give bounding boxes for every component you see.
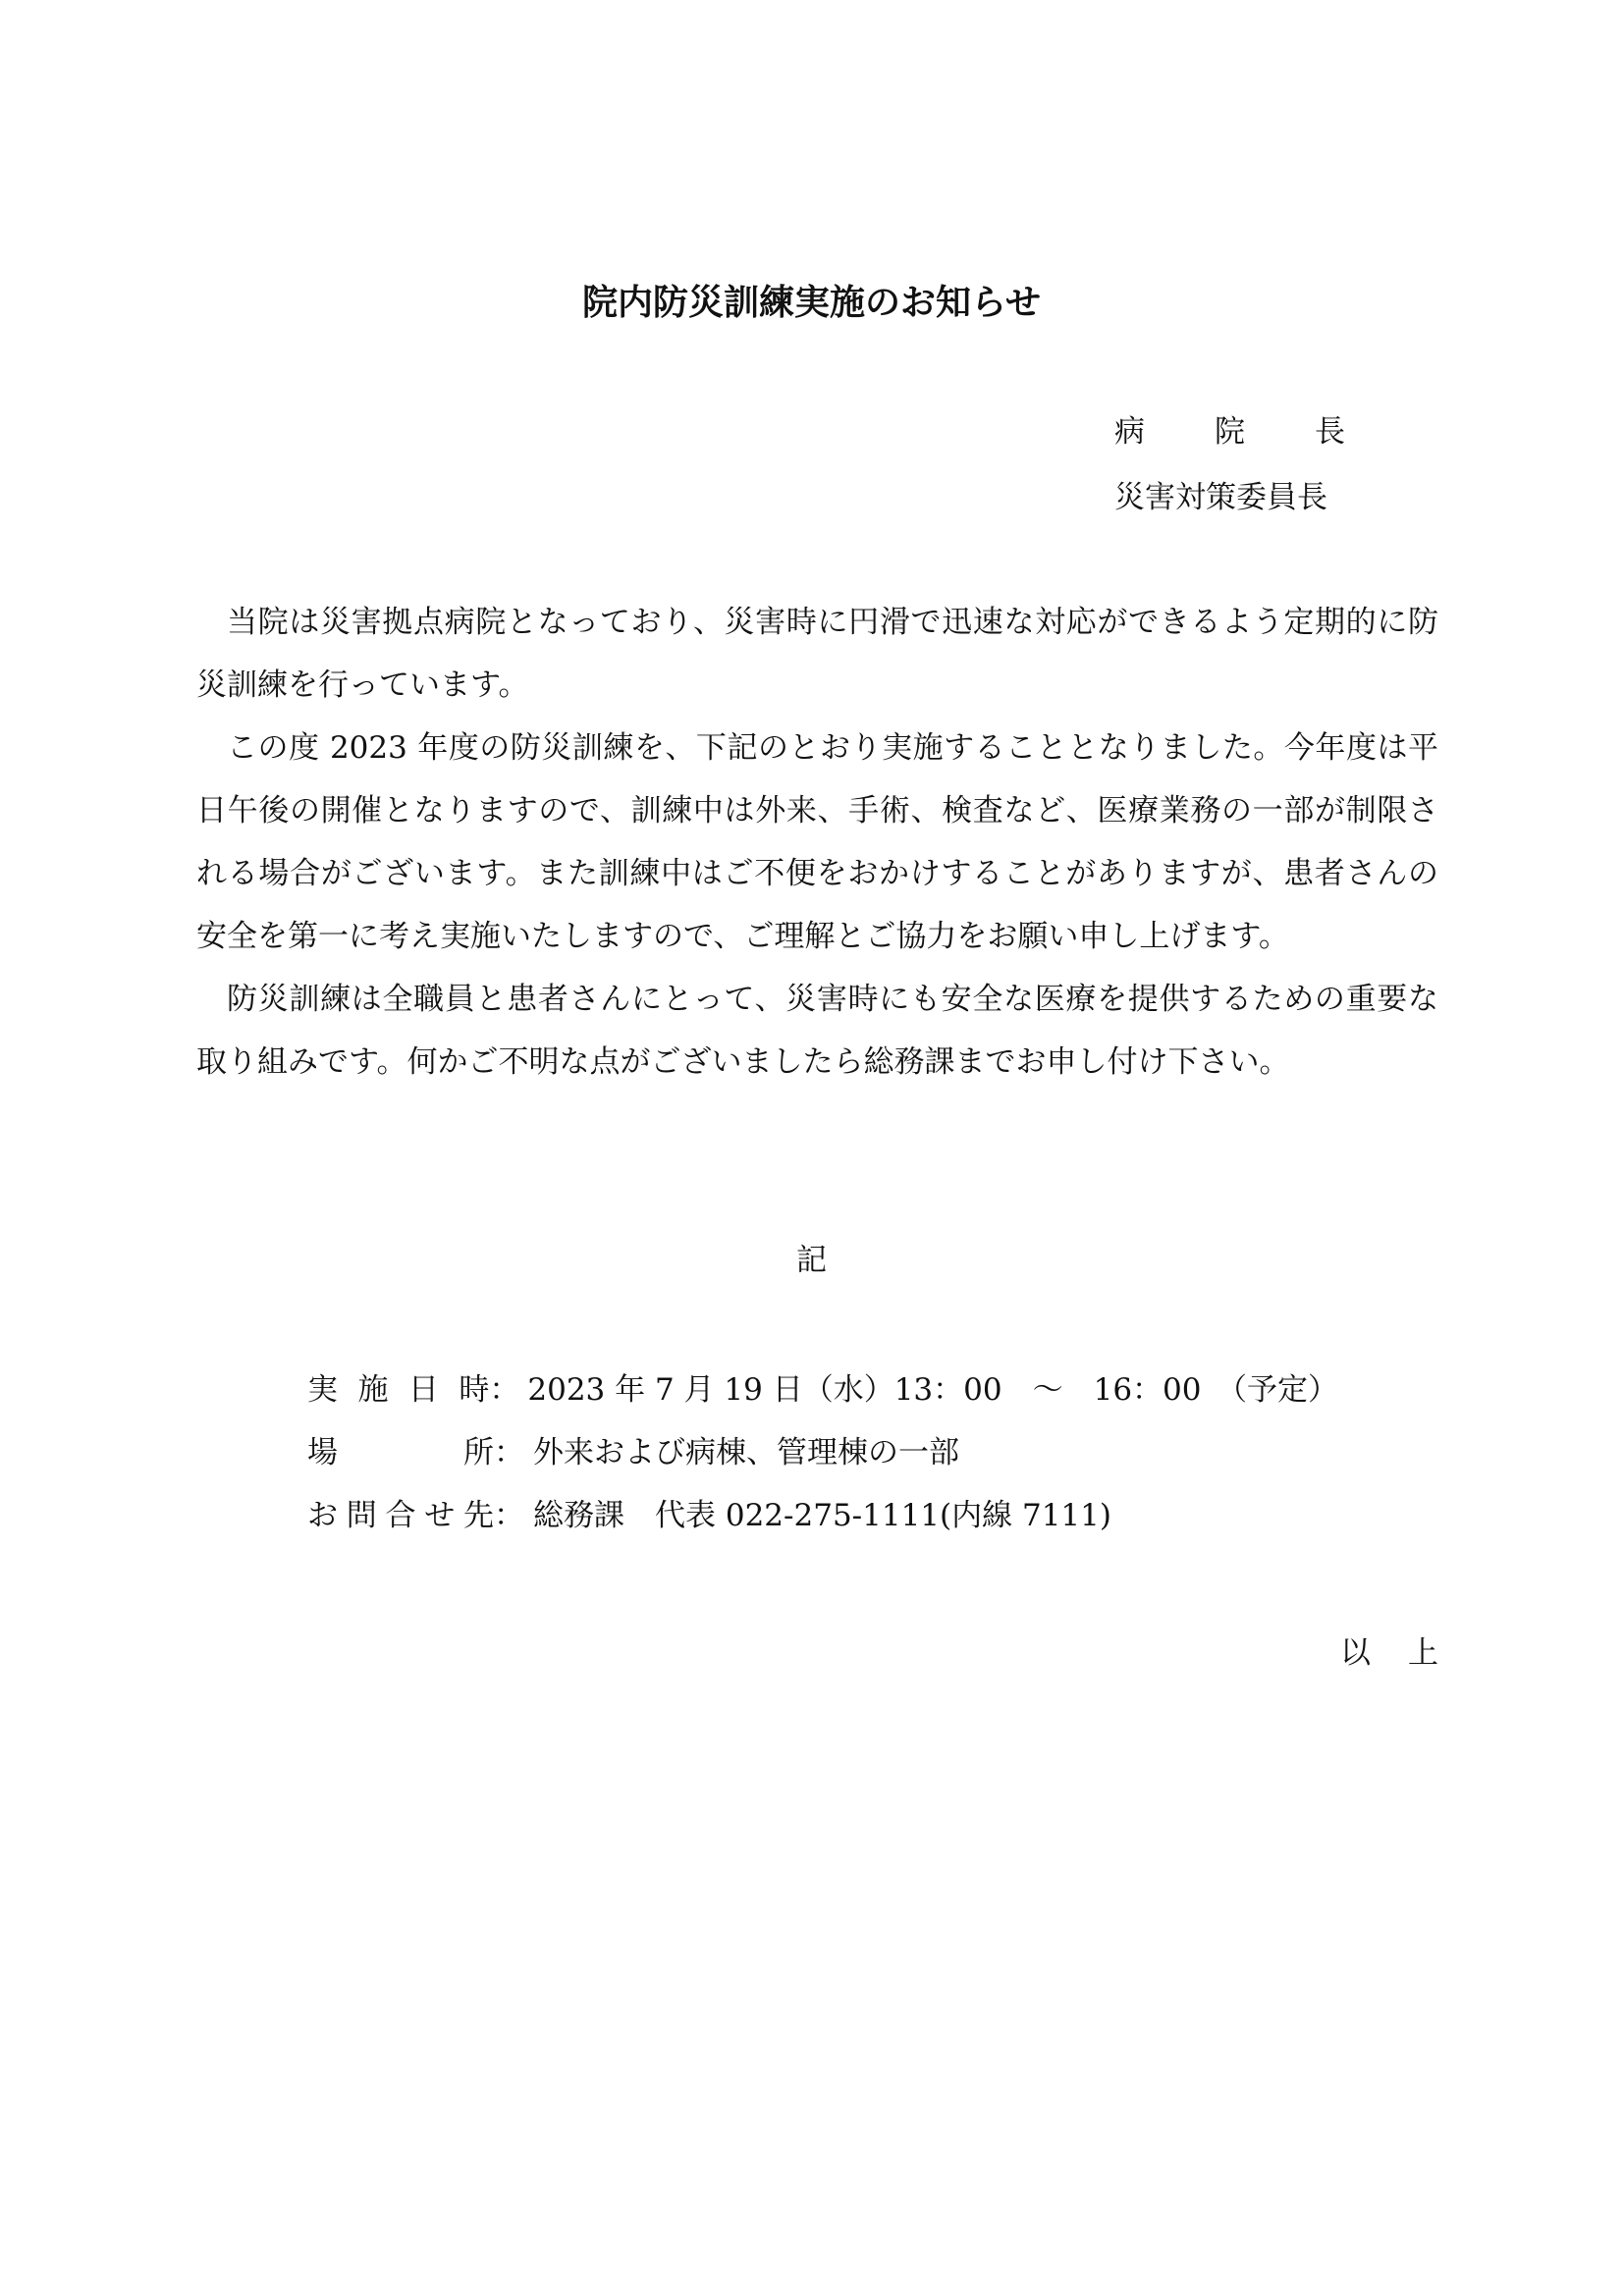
sender-hospital-director: 病 院 長 [1114,414,1345,450]
detail-value: 外来および病棟、管理棟の一部 [533,1435,959,1470]
detail-row-datetime [307,1366,1338,1429]
paragraph-intro: 当院は災害拠点病院となっており、災害時に円滑で迅速な対応ができるよう定期的に防災訓練を行っています。 [196,605,1438,703]
details-list [307,1366,1338,1555]
detail-colon: ： [494,1435,524,1470]
sender-disaster-committee-chair: 災害対策委員長 [1114,480,1327,515]
detail-label: お問合せ先 [307,1498,494,1533]
detail-row-location [307,1429,1338,1492]
paragraph-announcement: この度 2023 年度の防災訓練を、下記のとおり実施することとなりました。今年度は平日午後の開催となりますので、訓練中は外来、手術、検査など、医療業務の一部が制限される場合がございます。また訓練中はご不便をおかけすることがありますが、患者さんの安全を第一に考え実施いたしますので、ご理解とご協力をお願い申し上げます。 [196,730,1438,954]
ki-heading: 記 [796,1243,827,1278]
paragraph-closing-remarks: 防災訓練は全職員と患者さんにとって、災害時にも安全な医療を提供するための重要な取り組みです。何かご不明な点がございましたら総務課までお申し付け下さい。 [196,982,1438,1080]
document-title: 院内防災訓練実施のお知らせ [582,282,1041,323]
detail-colon: ： [489,1372,520,1408]
closing-ijo: 以上 [1340,1635,1438,1671]
detail-label: 場所 [307,1435,494,1470]
detail-row-contact [307,1492,1338,1555]
detail-value: 総務課 代表 022-275-1111(内線 7111) [533,1498,1111,1533]
detail-colon: ： [494,1498,524,1533]
body-text [196,591,1438,1094]
detail-label: 実施日時 [307,1372,490,1408]
detail-value: 2023 年 7 月 19 日（水）13：00 ～ 16：00 （予定） [527,1372,1338,1408]
